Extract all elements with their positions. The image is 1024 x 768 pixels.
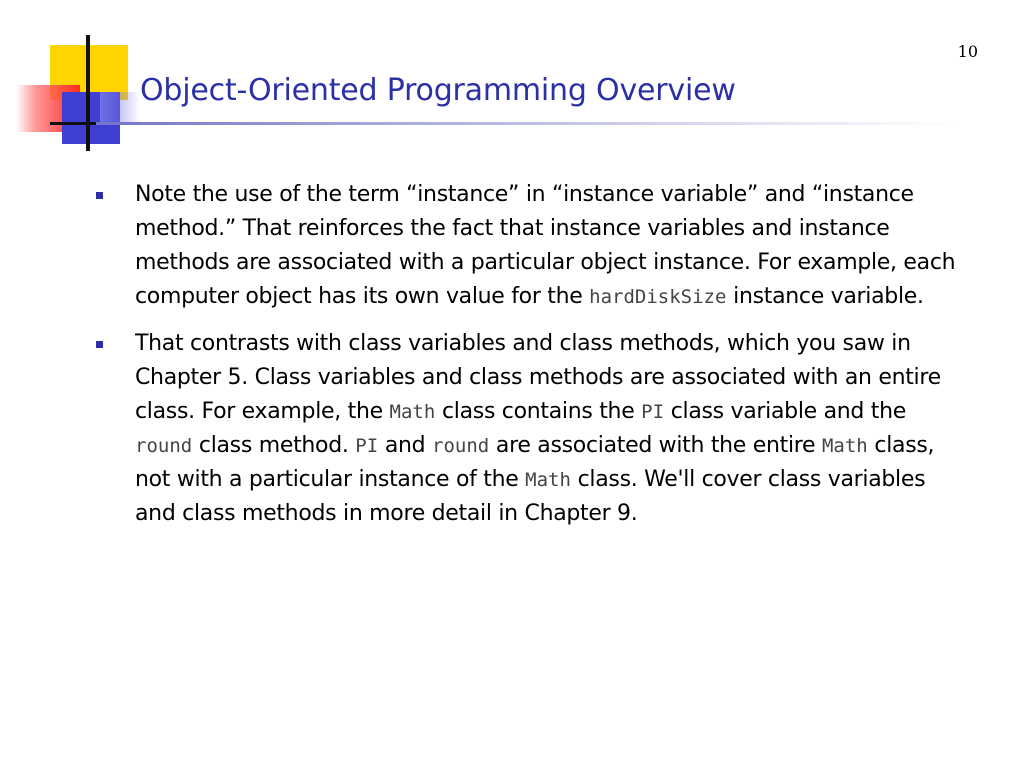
logo-blue-fade (100, 92, 140, 124)
slide-logo-graphic (0, 0, 160, 160)
text-segment: class, not with a particular instance of the (135, 433, 935, 492)
bullet-text-2 (135, 331, 941, 526)
code-term-math: Math (389, 401, 436, 423)
square-bullet-icon (96, 341, 103, 348)
bullet-item-1 (96, 178, 966, 314)
code-term-pi: PI (355, 435, 379, 457)
text-segment: class. We'll cover class variables and class methods in more detail in Chapter 9. (135, 467, 926, 526)
text-segment: instance variable. (726, 284, 924, 309)
square-bullet-icon (96, 192, 103, 199)
code-term-pi: PI (641, 401, 665, 423)
text-segment: class contains the (435, 399, 642, 424)
text-segment: class variable and the (664, 399, 906, 424)
bullet-item-2 (96, 327, 966, 531)
code-term-round: round (432, 435, 490, 457)
code-term-round: round (135, 435, 193, 457)
code-term-math: Math (525, 469, 571, 491)
text-segment: Note the use of the term “instance” in “instance variable” and “instance method.” That reinforces the fact that instance variables and instance methods are associated with a particular object instance. For example, each computer object has its own value for the (135, 182, 956, 309)
title-underline-divider (96, 122, 956, 125)
page-number: 10 (957, 42, 978, 61)
code-term-harddisksize: hardDiskSize (589, 286, 727, 308)
text-segment: class method. (192, 433, 356, 458)
code-term-math: Math (821, 435, 868, 457)
slide-title: Object-Oriented Programming Overview (140, 73, 736, 108)
text-segment: and (378, 433, 433, 458)
bullet-text-1 (135, 182, 955, 309)
bullet-list (96, 178, 966, 544)
text-segment: That contrasts with class variables and class methods, which you saw in Chapter 5. Class variables and class methods are associated with an entire class. For example, the (135, 331, 941, 424)
text-segment: are associated with the entire (489, 433, 822, 458)
logo-vertical-line (86, 35, 90, 151)
